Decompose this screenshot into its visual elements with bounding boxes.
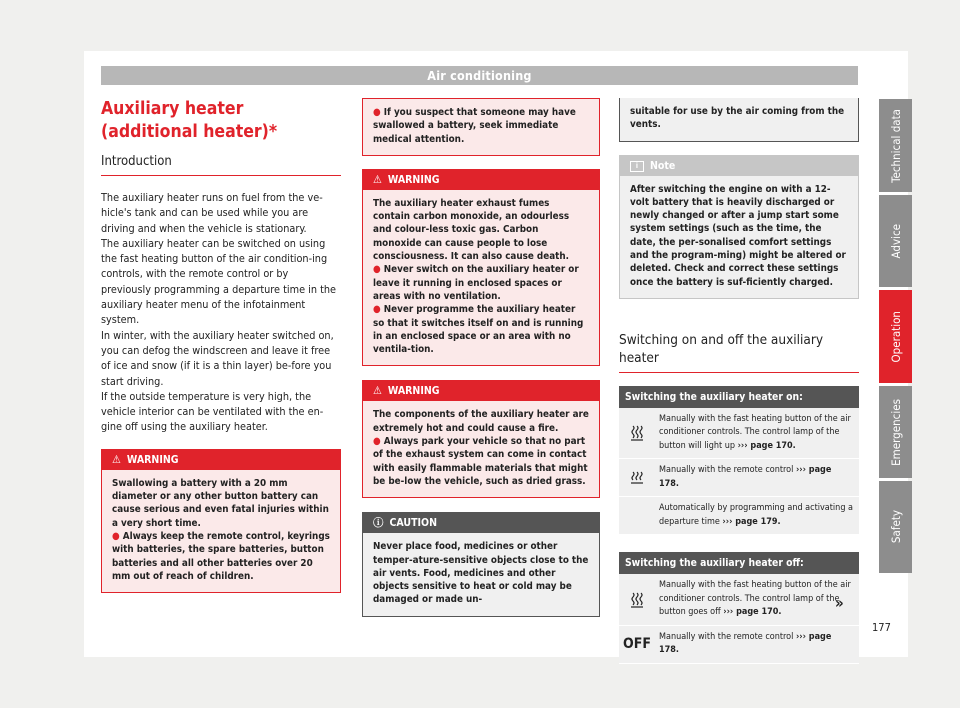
warning-box [101,449,341,593]
heat-waves-icon [619,574,655,625]
table-cell [655,459,859,496]
warning-box [362,380,600,498]
warning-triangle-icon: ⚠ [373,384,382,398]
page-link[interactable]: ››› page 170. [723,607,782,618]
remote-heat-icon [619,459,655,496]
table-row [619,459,859,497]
table-row [619,626,859,664]
table-row [619,574,859,626]
tab-technical-data[interactable] [879,99,912,192]
heat-waves-icon [619,408,655,459]
bullet-icon: ● [373,107,384,118]
column-3 [619,98,859,664]
table-cell [655,574,859,625]
row-text: Manually with the remote control [659,465,794,476]
warning-header [363,381,599,401]
tab-label: Advice [888,223,903,259]
tab-operation[interactable] [879,290,912,383]
warning-box [362,169,600,367]
warning-label: WARNING [387,385,440,398]
warning-bullet [373,106,589,146]
warning-body [363,99,599,155]
tab-emergencies[interactable] [879,386,912,478]
table-cell [655,497,859,534]
caution-body: suitable for use by the air coming from the vents. [630,106,845,131]
page-link[interactable]: ››› page 170. [737,440,796,451]
row-text: Manually with the remote control [659,631,794,642]
caution-label: CAUTION [389,517,437,530]
bullet-icon: ● [112,530,123,542]
section-title: Switching on and off the auxiliary heater [619,331,859,373]
bullet-text: Never switch on the auxiliary heater or leave it running in enclosed spaces or areas with no ventilation. [373,264,579,302]
caution-circle-icon: ⓘ [373,517,384,530]
row-text: Automatically by programming and activating a departure time [659,503,853,527]
warning-bullet [373,435,589,488]
page-link[interactable]: ››› page 178. [659,465,832,489]
note-label: Note [650,159,676,172]
paragraph: The auxiliary heater can be switched on using the fast heating button of the air condition-ing controls, with the remote control or by previously programming a departure time in the auxiliary heater menu of the infotainment system. [101,236,337,327]
caution-continued-box [619,98,859,142]
page-number: 177 [872,621,891,634]
paragraph: If the outside temperature is very high, the vehicle interior can be ventilated with the en-gine off using the auxiliary heater. [101,389,324,434]
warning-label: WARNING [387,173,440,186]
bullet-text: Never programme the auxiliary heater so that it switches itself on and is running in an enclosed space or an area with no ventila-tion. [373,304,584,356]
table-row [619,497,859,535]
bullet-text: Always keep the remote control, keyrings with batteries, the spare batteries, button batteries and all other batteries over 20 mm out of reach of children. [112,530,330,582]
side-tabs [879,99,912,576]
warning-continued-box [362,98,600,156]
warning-triangle-icon: ⚠ [373,172,382,186]
warning-triangle-icon: ⚠ [112,452,121,466]
table-header: Switching the auxiliary heater off: [619,552,859,574]
warning-header [102,450,340,470]
table-switch-off [619,552,859,664]
note-box [619,155,859,299]
warning-text: Swallowing a battery with a 20 mm diameter or any other button battery can cause serious and even fatal injuries within a very short time. [112,477,329,529]
note-body: After switching the engine on with a 12-volt battery that is heavily discharged or newly changed or after a jump start some system settings (such as the time, the date, the per-sonalised comfort settings and the program-ming) might be altered or deleted. Check and correct these settings once the battery is suf-ficiently charged. [630,183,846,288]
bullet-text: If you suspect that someone may have swallowed a battery, seek immediate medical attention. [373,107,576,145]
table-header: Switching the auxiliary heater on: [619,386,859,408]
caution-body: Never place food, medicines or other temper-ature-sensitive objects close to the air vents. Food, medicines and other objects sensitive to heat or cold may be damaged or made un- [373,541,589,606]
paragraph: The auxiliary heater runs on fuel from the ve-hicle's tank and can be used while you are driving and when the vehicle is stationary. [101,191,323,235]
tab-label: Operation [888,310,903,363]
tab-safety[interactable] [879,481,912,573]
subsection-title: Introduction [101,154,341,176]
tab-label: Emergencies [888,398,903,466]
warning-bullet [112,530,330,583]
column-1 [101,98,341,593]
warning-bullet [373,263,589,303]
bullet-icon: ● [373,436,384,448]
table-row [619,408,859,460]
warning-body [363,190,599,366]
warning-body [102,470,340,592]
table-cell [655,408,859,459]
bullet-icon: ● [373,304,384,316]
warning-bullet [373,303,589,356]
bullet-text: Always park your vehicle so that no part of the exhaust system can come in contact with easily flammable materials that might be be-low the vehicle, such as dried grass. [373,436,588,487]
table-switch-on [619,386,859,536]
paragraph: In winter, with the auxiliary heater switched on, you can defog the windscreen and leave it free of ice and snow (if it is a thin layer) be-fore you start driving. [101,328,334,388]
continue-marker: » [835,594,844,612]
chapter-header: Air conditioning [101,66,858,85]
page-link[interactable]: ››› page 179. [722,516,781,527]
bullet-icon: ● [373,264,384,276]
row-text: Manually with the fast heating button of the air conditioner controls. The control lamp of the button goes off [659,580,851,618]
caution-box [362,512,600,616]
warning-body [363,401,599,497]
empty-icon-cell [619,497,655,534]
table-cell [655,626,859,663]
warning-header [363,170,599,190]
caution-header [363,513,599,533]
warning-label: WARNING [126,453,179,466]
tab-label: Safety [888,510,903,544]
section-title: Auxiliary heater (additional heater)* [101,99,278,142]
row-text: Manually with the fast heating button of the air conditioner controls. The control lamp of the button will light up [659,413,851,451]
column-2 [362,98,600,617]
tab-label: Technical data [888,108,903,183]
warning-text: The auxiliary heater exhaust fumes contain carbon monoxide, an odourless and colour-less toxic gas. Carbon monoxide can cause people to lose consciousness. It can also cause death. [373,197,570,263]
note-icon: i [630,161,644,172]
note-header [620,156,858,176]
page-link[interactable]: ››› page 178. [659,631,832,656]
tab-advice[interactable] [879,195,912,287]
warning-text: The components of the auxiliary heater are extremely hot and could cause a fire. [373,409,589,434]
off-icon: OFF [623,636,651,653]
